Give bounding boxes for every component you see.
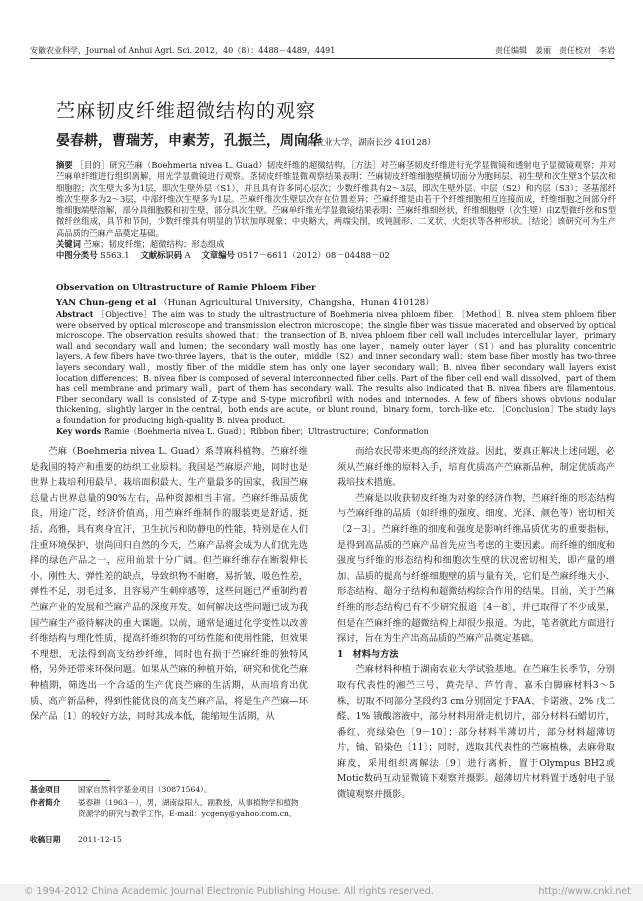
footnote-author xyxy=(30,797,305,819)
header-rule xyxy=(30,58,615,59)
english-keywords-text: Ramie（Boehmeria nivea L. Guad）；Ribbon fiber；Ultrastructure；Conformation xyxy=(103,426,429,436)
footnote-fund xyxy=(30,784,305,795)
editor-credits: 责任编辑 姜丽 责任校对 李岩 xyxy=(495,46,615,55)
running-header xyxy=(30,45,615,56)
body-left-column xyxy=(30,444,308,725)
english-keywords-label: Key words xyxy=(56,426,102,436)
page-footer xyxy=(0,884,643,901)
footnote-label: 收稿日期 xyxy=(30,835,61,844)
article-no-label: 文章编号 xyxy=(201,250,235,261)
article-no-value: 0517－6611（2012）08－04488－02 xyxy=(237,250,390,261)
keywords-label: 关键词 xyxy=(56,239,81,250)
abstract-label: 摘要 xyxy=(56,160,73,170)
abstract-en xyxy=(56,310,616,437)
clc-label: 中图分类号 xyxy=(56,250,98,261)
footnote-label: 作者简介 xyxy=(30,798,61,807)
doc-code-label: 文献标识码 xyxy=(140,250,183,261)
footnote-value: 国家自然科学基金项目（30871564）。 xyxy=(78,785,212,794)
footnote-label: 基金项目 xyxy=(30,785,61,794)
paper-title: 苎麻韧皮纤维超微结构的观察 xyxy=(56,100,317,122)
abstract-cn xyxy=(56,160,616,262)
body-paragraph: 苎麻是以收获韧皮纤维为对象的经济作物，苎麻纤维的形态结构与苎麻纤维的品质（如纤维的强度、细度、光泽、颜色等）密切相关〔2－3〕。苎麻纤维的细度和强度是影响纤维品质优劣的重要指标，是得到高品质的苎麻产品首先应当考虑的主要因素。而纤维的细度和强度与纤维的形态结构和细胞次生壁的状况密切相关，即产量的增加、品质的提高与纤维细胞壁的质与量有关，它们是苎麻纤维大小、形态结构、超分子结构和超微结构综合作用的结果。目前，关于苎麻纤维的形态结构已有不少研究报道〔4－8〕，并已取得了不少成果，但是在苎麻纤维的超微结构上却很少报道。为此，笔者就此方面进行探讨，旨在为生产出高品质的苎麻产品奠定基础。 xyxy=(337,492,615,645)
english-author-names: YAN Chun-geng et al xyxy=(56,298,157,308)
english-abstract-label: Abstract xyxy=(56,310,94,319)
copyright-text: © 1994-2012 China Academic Journal Electronic Publishing House. All rights reserved. xyxy=(24,886,434,897)
cnki-link[interactable]: http://www.cnki.net xyxy=(538,886,631,897)
english-affiliation: （Hunan Agricultural University，Changsha，Hunan 410128） xyxy=(158,298,434,308)
english-title: Observation on Ultrastructure of Ramie Phloem Fiber xyxy=(56,283,316,293)
body-right-column xyxy=(337,444,615,803)
affiliation: （湖南农业大学，湖南长沙 410128） xyxy=(290,138,436,148)
abstract-text: ［目的］研究苎麻（Boehmeria nivea L. Guad）韧皮纤维的超微结构。［方法］对苎麻茎韧皮纤维进行光学显微镜和透射电子显微镜观察；并对苎麻单纤维进行组织离解，用光学显微镜进行观察。茎韧皮纤维显微观察结果表明：苎麻韧皮纤维细胞壁横切面分为胞间层、初生壁和次生壁3个层次和细胞腔；次生壁大多为1层，即次生壁外层（S1），并且具有许多同心层次；少数纤维具有2～3层，即次生壁外层、中层（S2）和内层（S3）；茎基部纤维次生壁多为2～3层，中部纤维次生壁多为1层。苎麻纤维次生壁层次存在位置差异；苎麻纤维是由若干个纤维细胞相互连接而成，纤维细胞之间部分纤维细胞端壁溶解，部分具细胞膜和初生壁，部分具次生壁。苎麻单纤维光学显微镜结果表明：苎麻纤维细丝状，纤维细胞壁（次生壁）由Z型微纤丝和S型微纤丝组成，具节和节间，少数纤维具有明显的节状加厚现象；中央略大，两端尖削，或钝圆形、二叉状、火炬状等各种形状。［结论］该研究可为生产高品质的苎麻产品奠定基础。 xyxy=(56,160,616,238)
english-abstract-text: ［Objective］The aim was to study the ultrastructure of Boehmeria nivea phloem fiber. ［Method］B. nivea stem phloem fiber were observed by optical microscope and transmission electron microscope；the single fiber was tissue macerated and observed by optical microscope. The observation results showed that：the transection of B. nivea phloem fiber cell wall includes intercellular layer，primary wall and secondary wall and lumen；the secondary wall mostly has one layer，namely outer layer（S1）and has plurality concentric layers. A few fibers have two-three layers，that is the outer，middle（S2）and inner secondary wall；stem base fiber mostly has two-three layers secondary wall，mostly fiber of the middle stem has only one layer secondary wall；B. nivea fiber secondary wall layers exist location differences；B. nivea fiber is composed of several interconnected fiber cells. Part of the fiber cell end wall dissolved，part of them has cell membrane and primary wall，part of them has secondary wall. The results also indicated that B. nivea fibers are filamentous. Fiber secondary wall is consisted of Z-type and S-type microfibril with nodes and internodes. A few of fibers shows obvious nodular thickening，slightly larger in the central，both ends are acute，or blunt round，binary form，torch-like etc. ［Conclusion］The study lays a foundation for producing high-quality B. nivea product. xyxy=(56,310,616,425)
footnote-rule xyxy=(30,780,110,781)
english-authors xyxy=(56,296,434,308)
footnote-received xyxy=(30,834,305,845)
body-paragraph: 而给农民带来更高的经济效益。因此，要真正解决上述问题，必须从苎麻纤维的原料入手，培育优质高产苎麻新品种，制定优质高产栽培技术措施。 xyxy=(337,446,615,489)
body-paragraph: 苎麻（Boehmeria nivea L. Guad）系荨麻科植物。苎麻纤维是我国的特产和重要的纺织工业原料。我国是苎麻原产地，同时也是世界上栽培利用最早、栽培面积最大、生产量最多的国家，我国苎麻总量占世界总量的90%左右，品种资源相当丰富。苎麻纤维品质优良，用途广泛，经济价值高，用苎麻纤维制作的服装更是舒适、挺括、高雅，具有爽身宜汗，卫生抗污和防静电的性能，特别是在人们注重环境保护，崇尚回归自然的今天，苎麻产品将会成为人们优先选择的绿色产品之一，应用前景十分广阔。但苎麻纤维存在断裂伸长小、刚性大、弹性差的缺点，导致织物不耐磨，易折皱，吸色性差，弹性不足，羽毛过多，且容易产生刺痒感等，这些问题已严重制约着苎麻产业的发展和苎麻产品的深度开发。如何解决这些问题已成为我国苎麻生产亟待解决的重大课题。以前，通常是通过化学变性以改善纤维结构与理化性质，提高纤维织物的可纺性能和使用性能，但效果不理想，无法得到高支纺纱纤维，同时也有损于苎麻纤维的独特风格，另外还带来环保问题。如果从苎麻的种植开始，研究和优化苎麻种植期，筛选出一个合适的生产优良苎麻的生活期，从而培育出优质、高产新品种，得到性能优良的高支苎麻产品，将是生产苎麻—环保产品〔1〕的较好方法，同时其成本低，能缩短生活期，从 xyxy=(30,446,308,723)
journal-citation: 安徽农业科学，Journal of Anhui Agri. Sci. 2012，40（8）：4488－4489，4491 xyxy=(30,46,336,55)
body-paragraph: 苎麻材料种植于湖南农业大学试验基地。在苎麻生长季节，分别取有代表性的湘苎三号、黄壳早、芦竹青、嘉禾白脚麻材料3～5株，切取不同部分茎段约3 cm分别固定于FAA、卡诺液、2% 戊二醛、1% 锇酸溶液中，部分材料用滑走机切片，部分材料石蜡切片，番红、亮绿染色〔9－10〕；部分材料半薄切片，部分材料超薄切片，铀、铅染色〔11〕；同时，选取其代表性的苎麻植株，去麻骨取麻皮，采用组织离解法〔9〕进行离析，置于Olympus BH2或Motic数码互动显微镜下观察并摄影。超薄切片材料置于透射电子显微镜观察并摄影。 xyxy=(337,664,615,801)
author-list: 晏春耕，曹瑞芳，申素芳，孔振兰，周向华 xyxy=(56,133,322,149)
footnote-value: 晏春耕（1963－），男，湖南益阳人，副教授，从事植物学和植物资源学的研究与教学工作，E-mail：ycgeny@yahoo.com.cn。 xyxy=(78,798,299,818)
doc-code-value: A xyxy=(184,250,191,261)
keywords-text: 苎麻；韧皮纤维；超微结构；形态组成 xyxy=(83,239,225,250)
section-heading: 1 材料与方法 xyxy=(337,648,399,660)
footnote-value: 2011-12-15 xyxy=(78,835,122,844)
clc-value: S563.1 xyxy=(100,250,130,261)
